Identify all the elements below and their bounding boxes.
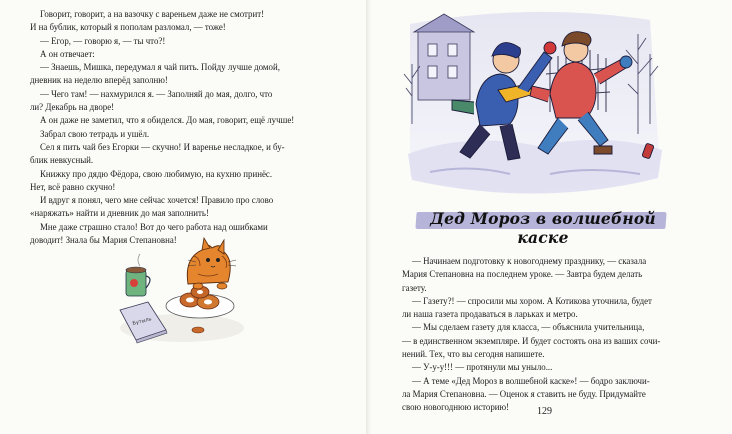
cat-with-tea-illustration — [118, 232, 246, 346]
text-line: И на бублик, который я пополам разломал, — тоже! — [30, 22, 226, 33]
text-line: А он даже не заметил, что я обиделся. До мая, говорит, ещё лучше! — [40, 115, 295, 126]
text-line: И вдруг я понял, чего мне сейчас хочется! Правило про слово — [40, 195, 274, 206]
text-line: — Мы сделаем газету для класса, — объяснила учительница, — [412, 322, 645, 333]
chapter-title-text: Дед Мороз в волшебной каске — [430, 209, 656, 247]
text-line: Сел я пить чай без Егорки — скучно! И варенье несладкое, и бу- — [40, 141, 285, 152]
text-line: ли наша газета продаваться в ларьках и метро. — [402, 309, 578, 320]
right-page-text — [402, 255, 708, 415]
text-line: Забрал свою тетрадь и ушёл. — [40, 128, 150, 139]
text-line: свою новогоднюю историю! — [402, 402, 510, 413]
text-line: ли? Декабрь на дворе! — [30, 102, 115, 113]
text-line: газету. — [402, 282, 427, 293]
plate-drawing — [166, 286, 234, 318]
house-drawing — [414, 14, 474, 100]
text-line: блик невкусный. — [30, 155, 94, 166]
text-line: Говорит, говорит, а на вазочку с вареньем даже не смотрит! — [40, 9, 265, 19]
mug-drawing — [126, 254, 150, 296]
text-line: — Егор, — говорю я, — ты что?! — [40, 35, 166, 46]
cat-drawing — [187, 238, 236, 289]
text-line: дневник на неделю вперёд заполню! — [30, 75, 168, 86]
crumb-drawing — [192, 327, 204, 333]
text-line: — А теме «Дед Мороз в волшебной каске»! — бодро заключи- — [412, 375, 650, 386]
snow-ground — [408, 140, 662, 194]
text-line: «наряжать» найти и дневник до мая заполнить! — [30, 208, 209, 219]
chapter-title — [412, 203, 674, 247]
left-page-text — [30, 8, 348, 247]
text-line: — Начинаем подготовку к новогоднему празднику, — сказала — [412, 256, 647, 266]
text-line: — У-у-у!!! — протянули мы уныло... — [412, 362, 553, 373]
text-line: Нет, всё равно скучно! — [30, 181, 116, 192]
page-number: 129 — [537, 406, 552, 417]
text-line: Книжку про дядю Фёдора, свою любимую, на кухню принёс. — [40, 168, 273, 179]
text-line: А он отвечает: — [40, 48, 95, 59]
text-line: — в единственном экземпляре. И будет состоять она из ваших сочи- — [402, 335, 661, 346]
book-gutter — [366, 0, 372, 434]
text-line: Мария Степановна на последнем уроке. — Завтра будем делать — [402, 269, 643, 280]
winter-children-illustration — [400, 4, 666, 204]
book-cover-text: Бутыль — [131, 316, 153, 327]
text-line: Мне даже страшно стало! Вот до чего работа над ошибками — [40, 221, 268, 232]
text-line: — Газету?! — спросили мы хором. А Котикова уточнила, будет — [412, 295, 652, 306]
text-line: доводит! Знала бы Мария Степановна! — [30, 235, 177, 246]
text-line: — Чего там! — нахмурился я. — Заполняй до мая, долго, что — [40, 88, 273, 99]
text-line: — Знаешь, Мишка, передумал я чай пить. Пойду лучше домой, — [40, 62, 280, 73]
text-line: ла Мария Степановна. — Оценок я ставить не буду. Придумайте — [402, 388, 646, 399]
text-line: нений. Тех, что вы сегодня напишете. — [402, 349, 545, 360]
